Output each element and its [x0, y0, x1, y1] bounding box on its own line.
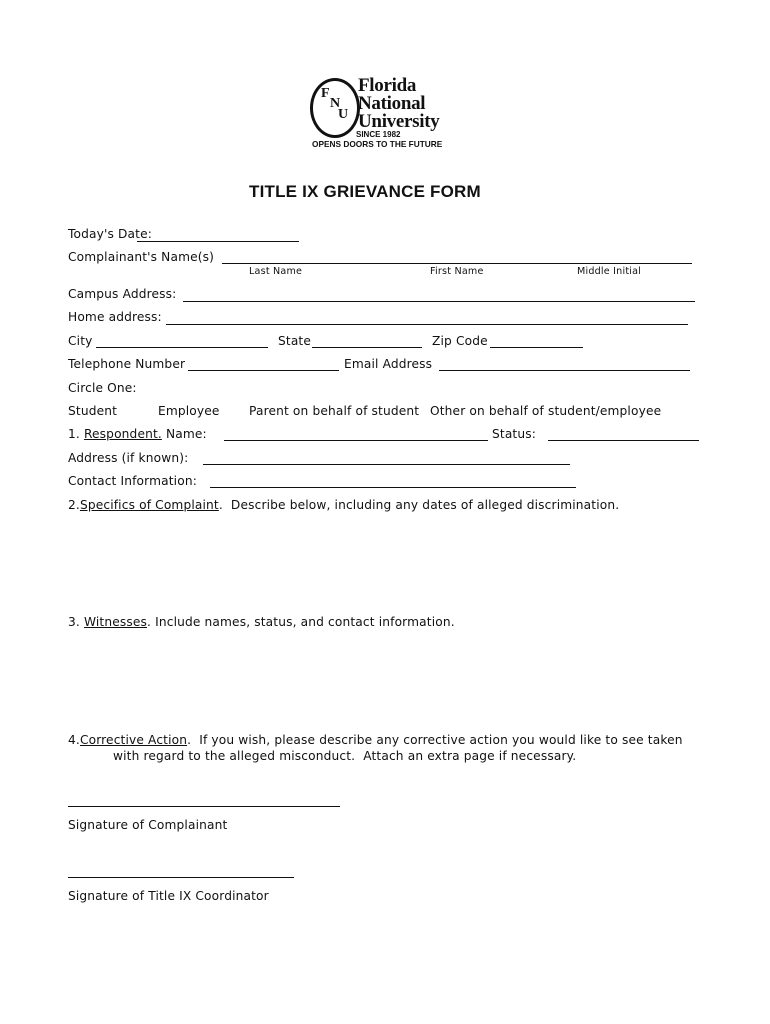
city-label: City — [68, 334, 93, 348]
middle-initial-caption: Middle Initial — [577, 266, 642, 277]
corrective-writing-area[interactable] — [68, 770, 698, 800]
respondent-status-field[interactable] — [548, 440, 699, 441]
city-field[interactable] — [96, 347, 268, 348]
zip-code-field[interactable] — [490, 347, 583, 348]
logo-monogram-u: U — [338, 107, 349, 122]
option-other[interactable]: Other on behalf of student/employee — [430, 404, 662, 418]
complainant-name-field[interactable] — [222, 263, 692, 264]
first-name-caption: First Name — [430, 266, 484, 277]
option-parent[interactable]: Parent on behalf of student — [249, 404, 420, 418]
logo-word-national: National — [358, 93, 426, 114]
state-field[interactable] — [312, 347, 422, 348]
respondent-name-label: Name: — [165, 427, 207, 441]
corrective-line — [68, 733, 683, 747]
form-title: TITLE IX GRIEVANCE FORM — [249, 182, 481, 201]
logo-monogram-n: N — [330, 96, 341, 111]
zip-code-label: Zip Code — [432, 334, 488, 348]
option-employee[interactable]: Employee — [158, 404, 220, 418]
respondent-address-label: Address (if known): — [68, 451, 189, 465]
complainant-signature-label: Signature of Complainant — [68, 818, 228, 832]
respondent-heading: Respondent. — [83, 427, 162, 441]
specifics-instructions: . Describe below, including any dates of alleged discrimination. — [218, 498, 620, 512]
logo-word-florida: Florida — [358, 75, 417, 96]
witnesses-line — [68, 615, 455, 629]
specifics-heading: Specifics of Complaint — [79, 498, 219, 512]
option-student[interactable]: Student — [68, 404, 118, 418]
corrective-number: 4. — [68, 733, 80, 747]
coordinator-signature-label: Signature of Title IX Coordinator — [68, 889, 269, 903]
telephone-field[interactable] — [188, 370, 339, 371]
logo-monogram-f: F — [321, 86, 330, 101]
todays-date-field[interactable] — [137, 241, 299, 242]
todays-date-label: Today's Date: — [68, 227, 153, 241]
respondent-number: 1. — [68, 427, 80, 441]
circle-one-label: Circle One: — [68, 381, 137, 395]
campus-address-label: Campus Address: — [68, 287, 177, 301]
logo-since: SINCE 1982 — [356, 130, 401, 139]
telephone-label: Telephone Number — [68, 357, 186, 371]
email-field[interactable] — [439, 370, 690, 371]
corrective-instructions: . If you wish, please describe any corrective action you would like to see taken — [187, 733, 683, 747]
respondent-contact-label: Contact Information: — [68, 474, 197, 488]
state-label: State — [278, 334, 312, 348]
university-logo — [306, 74, 476, 154]
logo-tagline: OPENS DOORS TO THE FUTURE — [312, 139, 443, 149]
coordinator-signature-line[interactable] — [68, 877, 294, 878]
respondent-name-field[interactable] — [224, 440, 488, 441]
specifics-number: 2. — [68, 498, 80, 512]
corrective-instructions-cont: with regard to the alleged misconduct. Attach an extra page if necessary. — [113, 749, 577, 763]
home-address-field[interactable] — [166, 324, 688, 325]
respondent-line — [68, 427, 207, 441]
respondent-address-field[interactable] — [203, 464, 570, 465]
campus-address-field[interactable] — [183, 301, 695, 302]
last-name-caption: Last Name — [249, 266, 303, 277]
respondent-status-label: Status: — [492, 427, 536, 441]
home-address-label: Home address: — [68, 310, 162, 324]
complainant-signature-line[interactable] — [68, 806, 340, 807]
witnesses-heading: Witnesses — [83, 615, 148, 629]
specifics-line — [68, 498, 619, 512]
witnesses-instructions: . Include names, status, and contact information. — [147, 615, 455, 629]
specifics-writing-area[interactable] — [68, 520, 698, 610]
complainant-name-label: Complainant's Name(s) — [68, 250, 215, 264]
respondent-contact-field[interactable] — [210, 487, 576, 488]
witnesses-number: 3. — [68, 615, 80, 629]
witnesses-writing-area[interactable] — [68, 637, 698, 727]
logo-word-university: University — [358, 111, 440, 132]
corrective-heading: Corrective Action — [79, 733, 188, 747]
email-label: Email Address — [344, 357, 433, 371]
